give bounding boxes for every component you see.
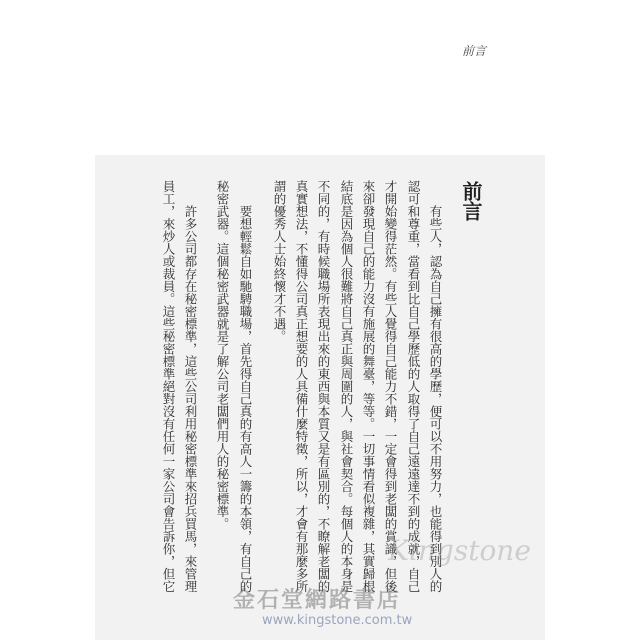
running-head: 前言 — [462, 44, 487, 58]
text-column: 真實想法，不懂得公司真正想要的人具備什麼特徵，所以，才會有那麼多所 — [294, 180, 309, 593]
watermark-url: www.kingstone.com.tw — [262, 613, 413, 628]
text-column: 來卻發現自己的能力沒有施展的舞臺，等等。一切事情看似複雜，其實歸根 — [361, 180, 376, 593]
watermark-store-name: 金石堂網路書店 — [233, 587, 402, 613]
text-column: 不同的，有時候職場所表現出來的東西與本質又是有區別的，不瞭解老闆的 — [316, 180, 331, 593]
text-column: 許多公司都存在秘密標準，這些公司利用秘密標準來招兵買馬，來管理 — [183, 205, 198, 593]
text-column: 有些人，認為自己擁有很高的學歷，便可以不用努力，也能得到別人的 — [428, 205, 443, 593]
text-column: 才開始變得茫然。有些人覺得自己能力不錯，一定會得到老闆的賞識，但後 — [383, 180, 398, 593]
text-column: 員工，來炒人或裁員。這些秘密標準絕對沒有任何一家公司會告訴你，但它 — [161, 180, 176, 593]
text-column: 要想輕鬆自如馳騁職場，首先得自己真的有高人一籌的本領，有自己的 — [238, 205, 253, 593]
watermark-logo-script: Kingstone — [388, 534, 531, 567]
text-column: 認可和尊重，當看到比自己學歷低的人取得了自己遠遠達不到的成就，自己 — [406, 180, 421, 593]
text-column: 秘密武器。這個秘密武器就是了解公司老闆們用人的秘密標準。 — [215, 180, 230, 530]
chapter-title: 前言 — [459, 181, 483, 221]
text-column: 結底是因為個人很難將自己真正與周圍的人，與社會契合。每個人的本身是 — [339, 180, 354, 593]
text-column: 謂的優秀人士始終懷才不遇。 — [272, 180, 287, 343]
